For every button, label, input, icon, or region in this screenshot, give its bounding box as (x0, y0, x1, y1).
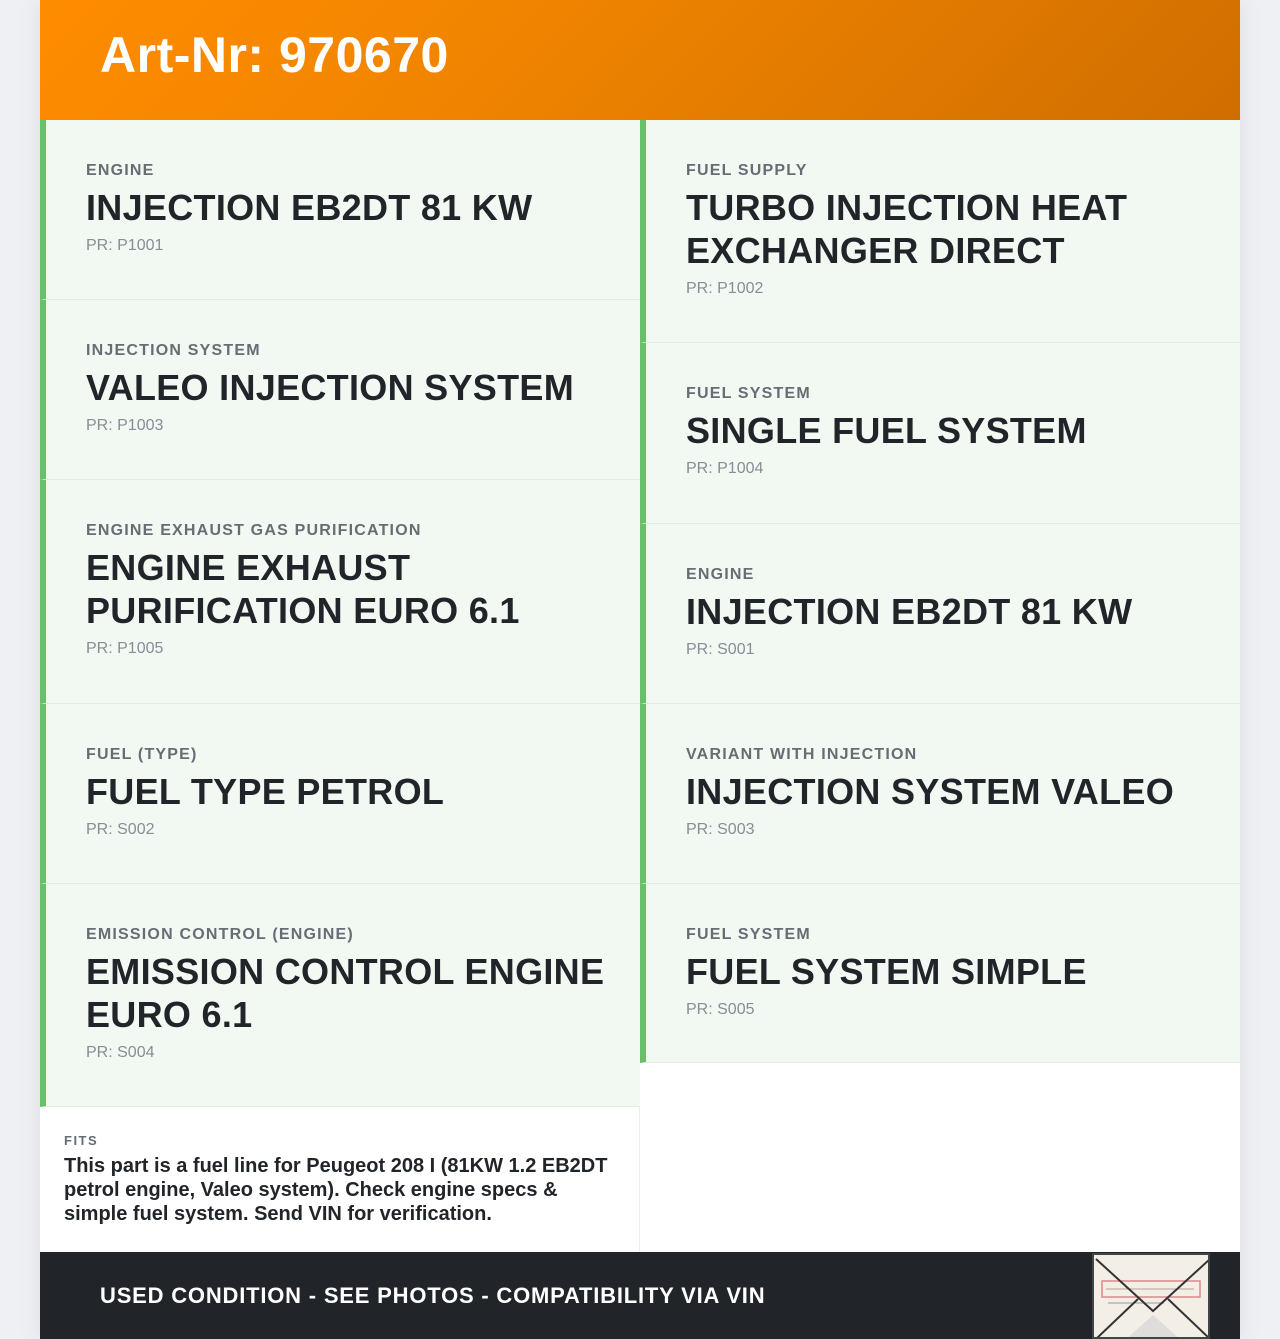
spec-card (640, 524, 1240, 704)
spec-pr-code: PR: P1003 (86, 417, 164, 434)
envelope-thumbnail-image (1092, 1253, 1210, 1339)
spec-value: FUEL SYSTEM SIMPLE (686, 951, 1087, 992)
spec-card (40, 120, 640, 300)
spec-value: INJECTION SYSTEM VALEO (686, 771, 1174, 812)
spec-column-right (640, 120, 1240, 1063)
spec-pr-code: PR: S004 (86, 1044, 155, 1061)
spec-card (640, 120, 1240, 343)
spec-label: FUEL SUPPLY (686, 162, 808, 179)
spec-value: INJECTION EB2DT 81 KW (686, 591, 1133, 632)
spec-value: FUEL TYPE PETROL (86, 771, 445, 812)
spec-card (40, 884, 640, 1107)
spec-pr-code: PR: P1002 (686, 280, 764, 297)
article-number-title: Art-Nr: 970670 (100, 27, 449, 83)
spec-label: VARIANT WITH INJECTION (686, 746, 918, 763)
fits-label: FITS (64, 1133, 99, 1148)
header-banner (40, 0, 1240, 120)
spec-label: FUEL SYSTEM (686, 385, 811, 402)
spec-pr-code: PR: P1005 (86, 640, 164, 657)
spec-pr-code: PR: P1001 (86, 237, 164, 254)
spec-pr-code: PR: S001 (686, 641, 755, 658)
envelope-icon (1094, 1255, 1210, 1339)
fits-description: This part is a fuel line for Peugeot 208 I (81KW 1.2 EB2DT petrol engine, Valeo system). Check engine specs & simple fuel system. Send VIN for verification. (64, 1155, 608, 1225)
condition-notice: USED CONDITION - SEE PHOTOS - COMPATIBILITY VIA VIN (100, 1282, 766, 1308)
spec-label: EMISSION CONTROL (ENGINE) (86, 926, 354, 943)
spec-card (640, 884, 1240, 1063)
spec-card (40, 300, 640, 480)
spec-value: ENGINE EXHAUST PURIFICATION EURO 6.1 (86, 547, 520, 631)
page (40, 0, 1240, 1339)
spec-label: INJECTION SYSTEM (86, 342, 261, 359)
spec-pr-code: PR: S002 (86, 821, 155, 838)
spec-column-left (40, 120, 640, 1107)
footer-bar (40, 1252, 1240, 1339)
spec-card (640, 343, 1240, 524)
spec-pr-code: PR: S003 (686, 821, 755, 838)
fits-section (40, 1107, 640, 1252)
spec-card (640, 704, 1240, 884)
spec-value: SINGLE FUEL SYSTEM (686, 410, 1087, 451)
spec-label: ENGINE EXHAUST GAS PURIFICATION (86, 522, 422, 539)
spec-value: TURBO INJECTION HEAT EXCHANGER DIRECT (686, 187, 1128, 271)
spec-value: INJECTION EB2DT 81 KW (86, 187, 533, 228)
spec-pr-code: PR: P1004 (686, 460, 764, 477)
spec-label: ENGINE (86, 162, 155, 179)
spec-value: EMISSION CONTROL ENGINE EURO 6.1 (86, 951, 605, 1035)
spec-label: ENGINE (686, 566, 755, 583)
spec-card (40, 704, 640, 884)
spec-label: FUEL SYSTEM (686, 926, 811, 943)
spec-value: VALEO INJECTION SYSTEM (86, 367, 574, 408)
spec-card (40, 480, 640, 704)
spec-label: FUEL (TYPE) (86, 746, 198, 763)
spec-pr-code: PR: S005 (686, 1001, 755, 1018)
